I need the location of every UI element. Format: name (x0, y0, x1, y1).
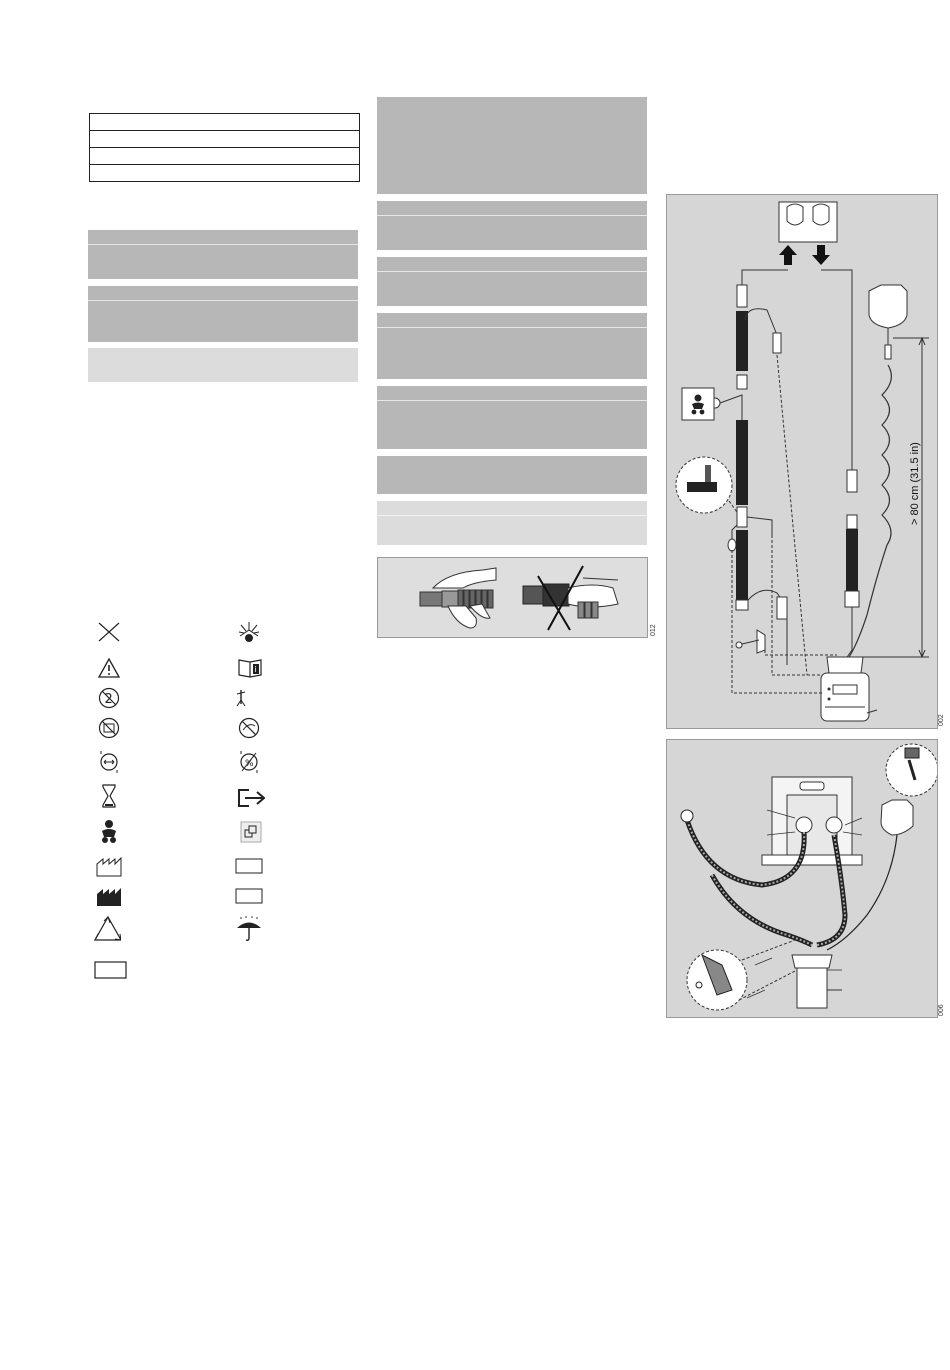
table-row (90, 148, 359, 165)
figure-number: 012 (650, 624, 657, 636)
manufacturer-icon (95, 884, 123, 908)
recycle-icon (93, 917, 121, 941)
single-use-icon (95, 686, 123, 710)
warning-triangle-icon (95, 656, 123, 680)
warning-box (377, 313, 647, 379)
hose-handling-figure (377, 557, 648, 638)
quantity-icon (237, 820, 265, 844)
reference-table (89, 113, 360, 182)
hourglass-icon (95, 784, 123, 808)
date-of-manufacture-icon (95, 854, 123, 878)
distance-label: > 80 cm (31.5 in) (909, 442, 921, 525)
note-box (88, 286, 358, 342)
exit-arrow-icon (237, 786, 265, 810)
sunlight-protect-icon (235, 620, 263, 644)
pressure-range-icon (95, 750, 123, 774)
arrow-up-icon (779, 245, 797, 265)
svg-text:2: 2 (104, 692, 113, 707)
empty-label-box-icon (235, 854, 263, 878)
table-row (90, 114, 359, 131)
warning-box (377, 201, 647, 250)
table-row (90, 131, 359, 148)
temperature-limit-icon (229, 686, 257, 710)
svg-text:i: i (254, 665, 257, 674)
mounted-setup-illustration (666, 739, 938, 1018)
table-row (90, 165, 359, 181)
warning-box (377, 501, 647, 545)
consult-instructions-icon (237, 656, 265, 680)
warning-box (377, 456, 647, 494)
do-not-use-if-damaged-icon (95, 716, 123, 740)
warning-box (377, 97, 647, 194)
figure-number: 006 (938, 1004, 945, 1016)
note-box (88, 348, 358, 382)
correct-connection-illustration (420, 568, 496, 628)
humidity-limit-icon (235, 750, 263, 774)
cross-icon (95, 620, 123, 644)
infant-icon (95, 820, 123, 844)
note-box (88, 230, 358, 279)
empty-label-box-icon (94, 958, 128, 982)
warning-box (377, 257, 647, 306)
figure-number: 002 (938, 714, 945, 726)
latex-free-icon (235, 716, 263, 740)
arrow-down-icon (812, 245, 830, 265)
setup-diagram (666, 194, 938, 729)
warning-box (377, 386, 647, 449)
svg-text:%: % (245, 759, 254, 769)
incorrect-connection-illustration (523, 566, 618, 630)
keep-dry-icon (235, 917, 263, 941)
empty-label-box-icon (235, 884, 263, 908)
